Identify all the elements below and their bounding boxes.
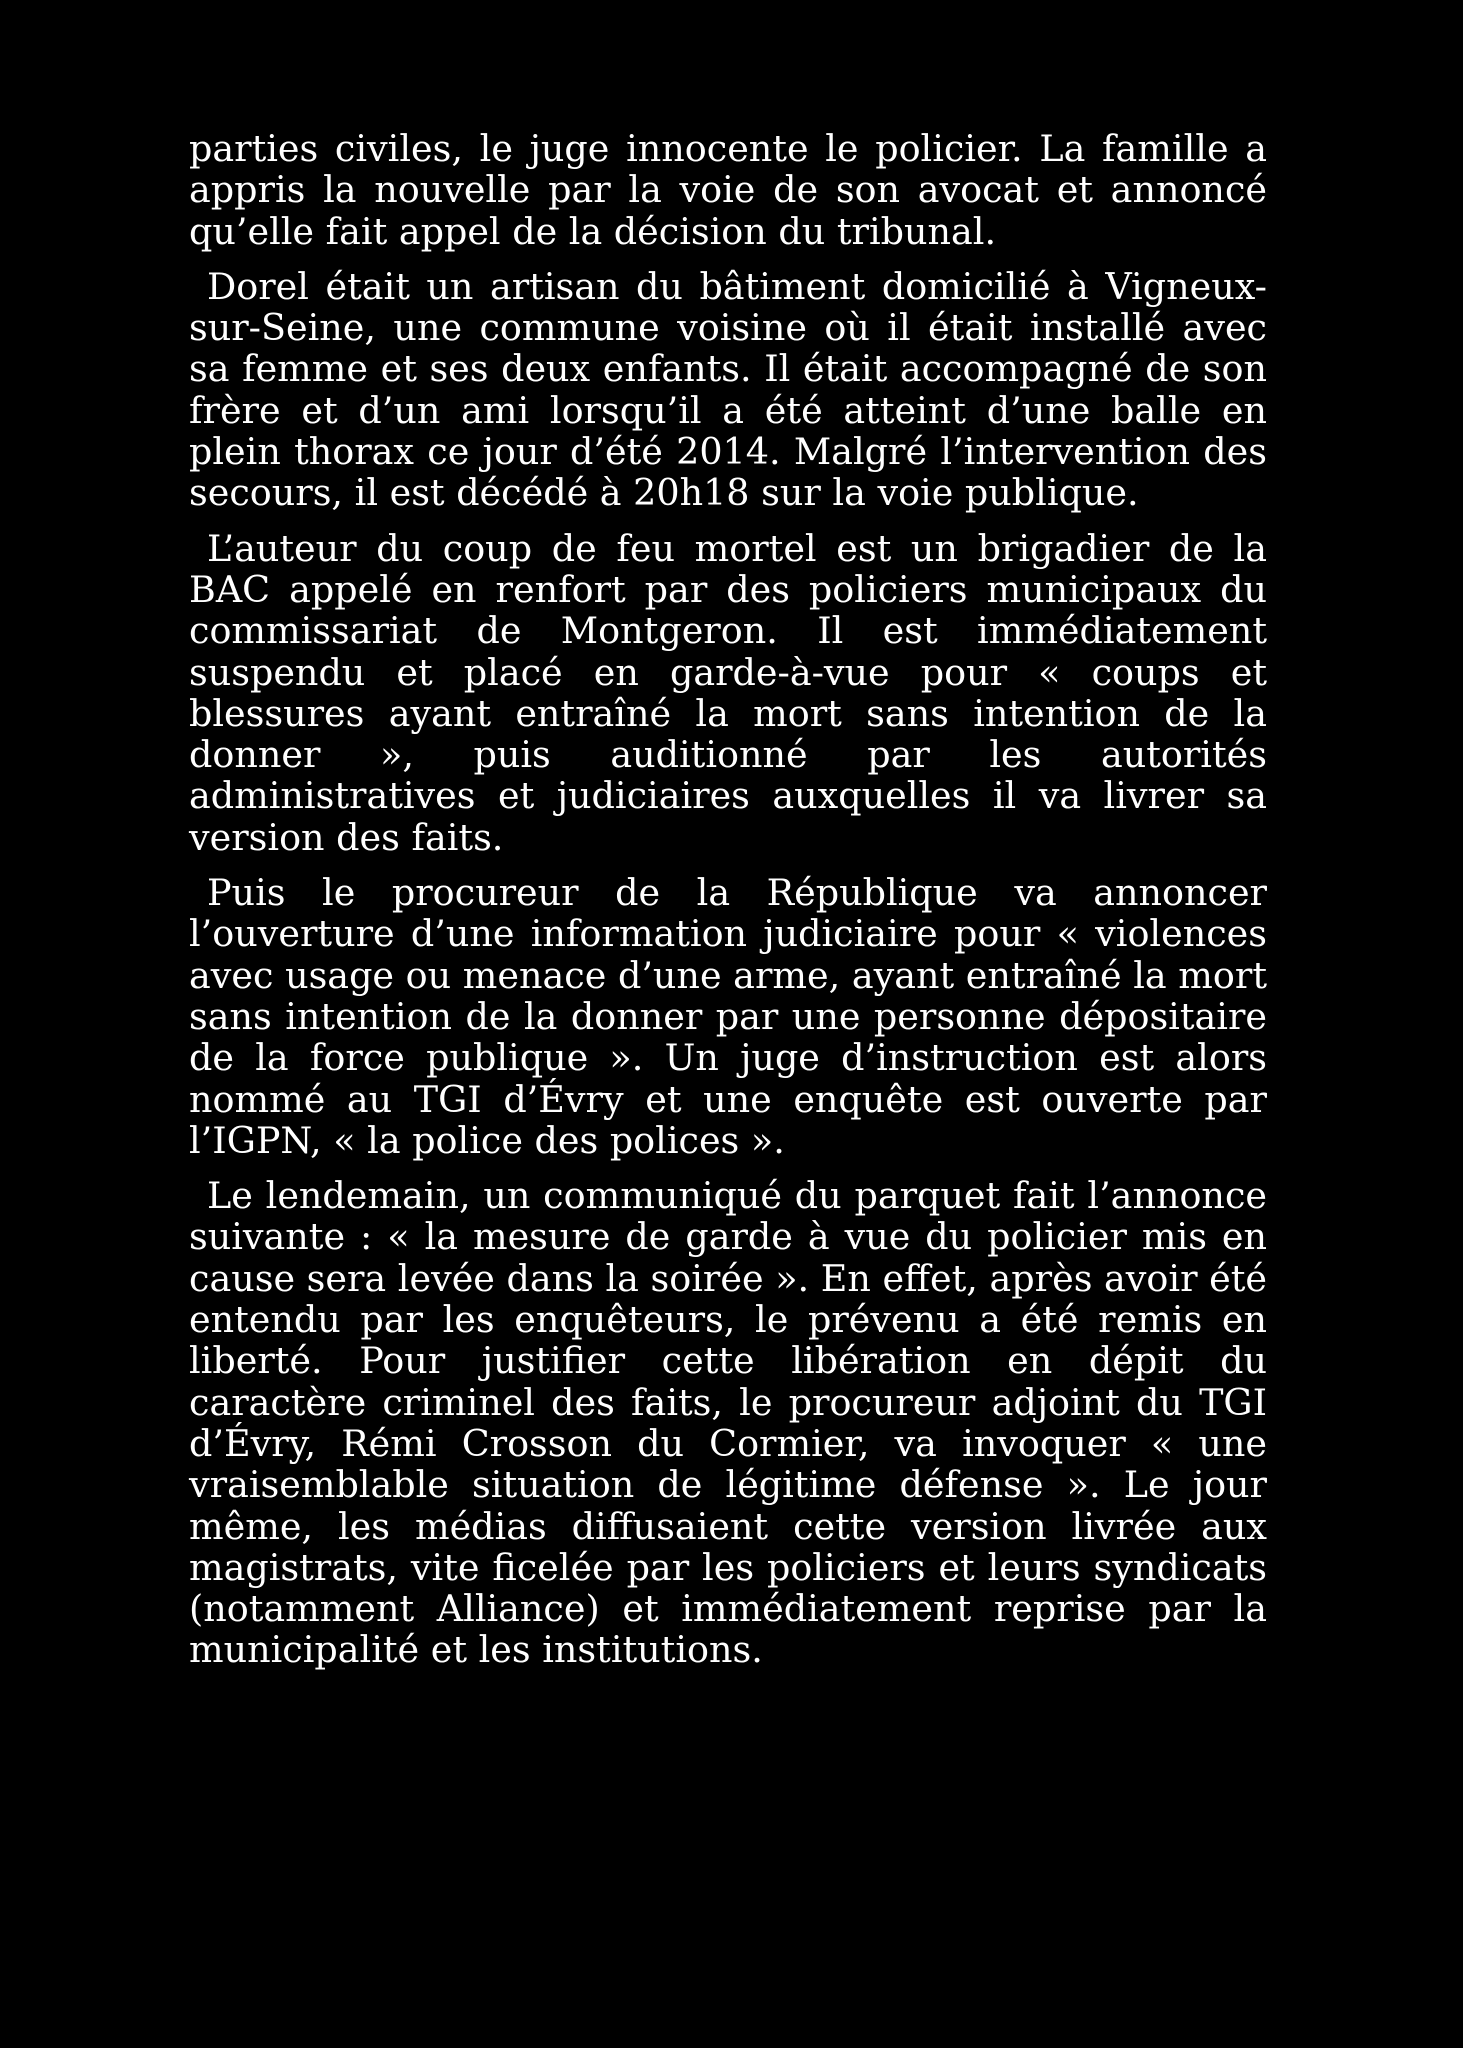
paragraph-procureur: Puis le procureur de la République va annoncer l’ouverture d’une information judiciaire pour « violences avec usage ou menace d’une arme, ayant entraîné la mort sans intention de la donner par une personne dépositaire de la force publique ». Un juge d’instruction est alors nommé au TGI d’Évry et une enquête est ouverte par l’IGPN, « la police des polices ». xyxy=(189,871,1267,1162)
paragraph-lendemain: Le lendemain, un communiqué du parquet fait l’annonce suivante : « la mesure de garde à vue du policier mis en cause sera levée dans la soirée ». En effet, après avoir été entendu par les enquêteurs, le prévenu a été remis en liberté. Pour justifier cette libération en dépit du caractère criminel des faits, le procureur adjoint du TGI d’Évry, Rémi Crosson du Cormier, va invoquer « une vraisemblable situation de légitime défense ». Le jour même, les médias diffusaient cette version livrée aux magistrats, vite ficelée par les policiers et leurs syndicats (notamment Alliance) et immédiatement reprise par la municipalité et les institutions. xyxy=(189,1174,1267,1672)
paragraph-auteur: L’auteur du coup de feu mortel est un brigadier de la BAC appelé en renfort par des policiers municipaux du commissariat de Montgeron. Il est immédiatement suspendu et placé en garde-à-vue pour « coups et blessures ayant entraîné la mort sans intention de la donner », puis auditionné par les autorités administratives et judiciaires auxquelles il va livrer sa version des faits. xyxy=(189,526,1267,859)
body-text xyxy=(189,128,1267,1685)
paragraph-continuation: parties civiles, le juge innocente le policier. La famille a appris la nouvelle par la voie de son avocat et annoncé qu’elle fait appel de la décision du tribunal. xyxy=(189,127,1267,253)
paragraph-dorel: Dorel était un artisan du bâtiment domicilié à Vigneux-sur-Seine, une commune voisine où il était installé avec sa femme et ses deux enfants. Il était accompagné de son frère et d’un ami lorsqu’il a été atteint d’une balle en plein thorax ce jour d’été 2014. Malgré l’intervention des secours, il est décédé à 20h18 sur la voie publique. xyxy=(189,264,1267,515)
